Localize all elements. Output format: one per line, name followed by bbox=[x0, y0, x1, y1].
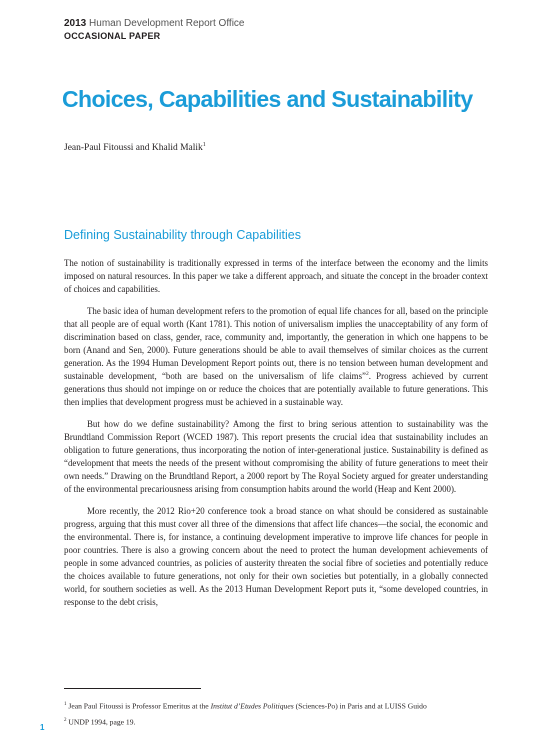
footnote-1 bbox=[64, 699, 504, 713]
author-names: Jean-Paul Fitoussi and Khalid Malik bbox=[64, 143, 203, 154]
header-line bbox=[64, 18, 244, 30]
paper-authors bbox=[64, 142, 206, 153]
footnote-1-italic: Institut d’Etudes Politiques bbox=[210, 701, 294, 711]
footnote-2-text: UNDP 1994, page 19. bbox=[66, 717, 136, 727]
paragraph-3: But how do we define sustainability? Among the first to bring serious attention to sustainability was the Brundtland Commission Report (WCED 1987). This report presents the crucial idea that sustainability includes an obligation to future generations, thus incorporating the notion of inter-generational justice. Sustainability is defined as “development that meets the needs of the present without compromising the ability of future generations to meet their own needs.” Drawing on the Brundtland Report, a 2000 report by The Royal Society argued for greater understanding of the environmental precariousness arising from consumption habits around the world (Heap and Kent 2000). bbox=[64, 419, 488, 494]
paragraph-4: More recently, the 2012 Rio+20 conference took a broad stance on what should be considered as sustainable progress, arguing that this must cover all three of the dimensions that affect life chances—the social, the economic and the environmental. There is, for instance, a continuing development imperative to improve life chances for people in poor countries. There is also a growing concern about the need to protect the human development achievements of people in some advanced countries, as policies of austerity threaten the social fibre of societies and potentially reduce the choices available to future generations, not only for their own societies but potentially, in a globally connected world, for southern societies as well. As the 2013 Human Development Report puts it, “some developed countries, in response to the debt crisis, bbox=[64, 506, 488, 607]
paragraph-2-part-a: The basic idea of human development refers to the promotion of equal life chances for all, based on the principle that all people are of equal worth (Kant 1781). This notion of universalism implies the unacceptability of any form of discrimination based on class, gender, race, community and, importantly, the generation in which one happens to be born (Anand and Sen, 2000). Future generations should be able to avail themselves of similar choices as the current generation. As the 1994 Human Development Report points out, there is no tension between human development and sustainable development, “both are based on the universalism of life claims” bbox=[64, 306, 488, 381]
footnote-1-text-a: Jean Paul Fitoussi is Professor Emeritus at the bbox=[66, 701, 211, 711]
footnote-2-mark: 2 bbox=[64, 717, 67, 723]
running-header bbox=[64, 18, 244, 42]
section-heading: Defining Sustainability through Capabilities bbox=[64, 228, 301, 242]
page-number: 1 bbox=[40, 723, 45, 732]
footnote-divider bbox=[64, 688, 201, 689]
header-office: Human Development Report Office bbox=[89, 18, 245, 29]
paragraph-1: The notion of sustainability is traditionally expressed in terms of the interface between the economy and the limits imposed on natural resources. In this paper we take a different approach, and situate the concept in the broader context of choices and capabilities. bbox=[64, 258, 488, 294]
footnotes bbox=[64, 699, 504, 730]
footnote-2 bbox=[64, 715, 504, 729]
author-footnote-mark: 1 bbox=[202, 142, 206, 148]
footnote-1-mark: 1 bbox=[64, 702, 67, 707]
paragraph-2-part-b: . Progress achieved by current generations thus should not impinge on or reduce the choices that are potentially available to future generations. This then implies that development progress must be achieved in a sustainable way. bbox=[64, 371, 488, 407]
footnote-ref-2: 2 bbox=[365, 371, 369, 378]
body-text bbox=[64, 257, 488, 618]
paper-title: Choices, Capabilities and Sustainability bbox=[62, 86, 473, 112]
header-series: OCCASIONAL PAPER bbox=[64, 31, 161, 41]
paragraph-2 bbox=[64, 305, 488, 409]
footnote-1-text-b: (Sciences-Po) in Paris and at LUISS Guido bbox=[293, 701, 427, 711]
header-year: 2013 bbox=[64, 18, 87, 29]
